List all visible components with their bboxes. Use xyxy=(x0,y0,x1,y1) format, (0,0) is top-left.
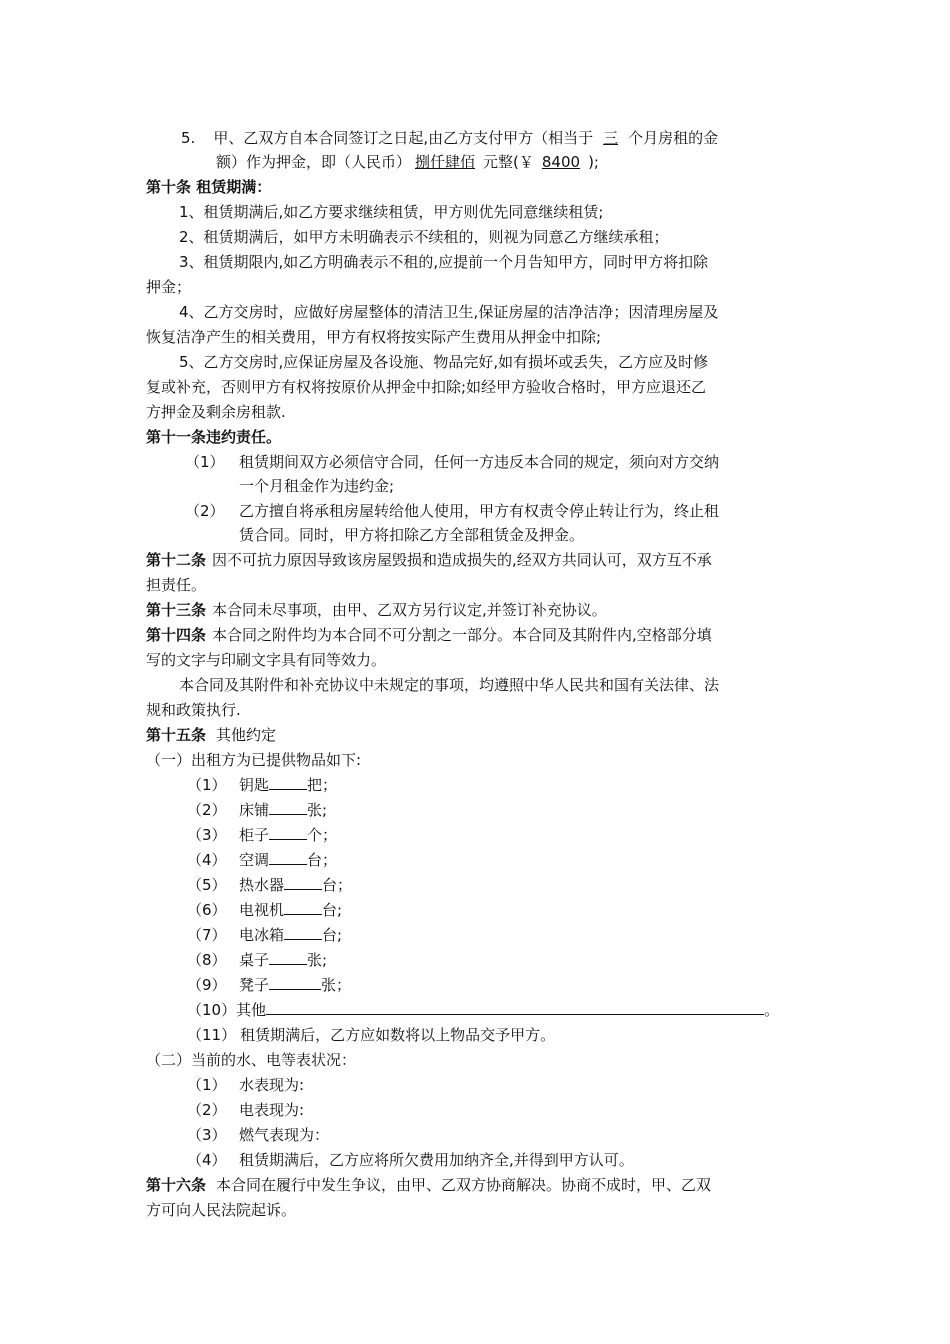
item-text: 个月房租的金 xyxy=(628,129,719,147)
clause-14-text: 写的文字与印刷文字具有同等效力。 xyxy=(146,651,387,669)
item-other-line xyxy=(187,1000,779,1022)
item-name: 空调 xyxy=(239,851,270,869)
item-text: 额）作为押金，即（人民币） xyxy=(216,153,412,171)
amount-chinese-value: 捌仟肆佰 xyxy=(415,153,476,171)
quantity-blank xyxy=(269,775,307,790)
furnished-item xyxy=(239,775,337,797)
item-name: 桌子 xyxy=(239,951,270,969)
clause-16-title: 第十六条 xyxy=(146,1176,207,1194)
item-text: 租赁期满后，乙方应如数将以上物品交予甲方。 xyxy=(240,1026,556,1044)
item-name: 电视机 xyxy=(239,901,285,919)
clause-12-line-1 xyxy=(146,550,712,572)
furnished-item xyxy=(239,825,337,847)
furnished-item xyxy=(239,900,342,922)
clause-10-line: 4、乙方交房时，应做好房屋整体的清洁卫生,保证房屋的洁净洁净；因清理房屋及 xyxy=(179,303,719,321)
item-number: 5. xyxy=(181,129,196,147)
quantity-blank xyxy=(284,925,322,940)
meter-item: 燃气表现为： xyxy=(239,1126,330,1144)
clause-15-title: 第十五条 xyxy=(146,726,207,744)
item-number: （4） xyxy=(187,1151,227,1169)
item-text: 甲、乙双方自本合同签订之日起,由乙方支付甲方（相当于 xyxy=(213,129,594,147)
item-number: （1） xyxy=(187,776,227,794)
item-unit: 台； xyxy=(307,851,338,869)
clause-12-title: 第十二条 xyxy=(146,551,207,569)
item-unit: 台; xyxy=(322,926,343,944)
quantity-blank xyxy=(269,975,321,990)
item-unit: 张； xyxy=(321,976,352,994)
item-unit: 个； xyxy=(307,826,338,844)
item-unit: 台； xyxy=(322,876,353,894)
quantity-blank xyxy=(284,900,322,915)
clause-9-item-5-line-1 xyxy=(181,128,718,150)
clause-10-line: 1、租赁期满后,如乙方要求继续租赁，甲方则优先同意继续租赁; xyxy=(179,203,604,221)
clause-9-item-5-line-2 xyxy=(216,152,599,174)
furnished-item xyxy=(239,950,327,972)
clause-16-text: 本合同在履行中发生争议，由甲、乙双方协商解决。协商不成时，甲、乙双 xyxy=(216,1176,712,1194)
clause-12-text: 担责任。 xyxy=(146,576,207,594)
clause-10-line: 3、租赁期限内,如乙方明确表示不租的,应提前一个月告知甲方，同时甲方将扣除 xyxy=(179,253,709,271)
item-number: （8） xyxy=(187,951,227,969)
amount-value: 8400 xyxy=(541,153,581,171)
item-text: 元整(￥ xyxy=(483,153,534,171)
clause-10-line: 复或补充，否则甲方有权将按原价从押金中扣除;如经甲方验收合格时，甲方应退还乙 xyxy=(146,378,707,396)
item-name: 钥匙 xyxy=(239,776,270,794)
clause-14-paragraph: 本合同及其附件和补充协议中未规定的事项，均遵照中华人民共和国有关法律、法 xyxy=(179,676,720,694)
item-unit: 张; xyxy=(307,801,328,819)
item-unit: 台; xyxy=(322,901,343,919)
clause-10-line: 5、乙方交房时,应保证房屋及各设施、物品完好,如有损坏或丢失，乙方应及时修 xyxy=(179,353,709,371)
item-text: ); xyxy=(588,153,599,171)
item-name: 床铺 xyxy=(239,801,270,819)
clause-10-line: 2、租赁期满后，如甲方未明确表示不续租的，则视为同意乙方继续承租； xyxy=(179,228,669,246)
meter-item: 电表现为: xyxy=(239,1101,305,1119)
item-number: （9） xyxy=(187,976,227,994)
furnished-item xyxy=(239,800,327,822)
months-value: 三 xyxy=(603,129,619,147)
clause-15-subtitle: 其他约定 xyxy=(216,726,277,744)
clause-11-item-text: 乙方擅自将承租房屋转给他人使用，甲方有权责令停止转让行为，终止租 xyxy=(239,502,720,520)
quantity-blank xyxy=(269,950,307,965)
item-number: （2） xyxy=(187,801,227,819)
clause-14-text: 本合同之附件均为本合同不可分割之一部分。本合同及其附件内,空格部分填 xyxy=(212,626,712,644)
clause-11-title: 第十一条违约责任。 xyxy=(146,428,282,446)
item-unit: 张; xyxy=(307,951,328,969)
item-number: （10） xyxy=(187,1001,237,1019)
item-number: （5） xyxy=(187,876,227,894)
clause-10-line: 恢复洁净产生的相关费用，甲方有权将按实际产生费用从押金中扣除; xyxy=(146,328,602,346)
clause-11-item-number: （1） xyxy=(185,453,225,471)
item-11-line xyxy=(187,1025,555,1047)
furnished-item xyxy=(239,875,352,897)
clause-11-item-number: （2） xyxy=(185,502,225,520)
item-number: （11） xyxy=(187,1026,237,1044)
item-name: 柜子 xyxy=(239,826,270,844)
clause-13-title: 第十三条 xyxy=(146,601,207,619)
clause-11-item-text: 一个月租金作为违约金; xyxy=(239,477,395,495)
clause-14-title: 第十四条 xyxy=(146,626,207,644)
item-number: （2） xyxy=(187,1101,227,1119)
furnished-item xyxy=(239,975,351,997)
furnished-item xyxy=(239,925,342,947)
item-end: 。 xyxy=(764,1001,780,1019)
clause-11-item-text: 租赁期间双方必须信守合同，任何一方违反本合同的规定，须向对方交纳 xyxy=(239,453,720,471)
item-name: 凳子 xyxy=(239,976,270,994)
item-name: 电冰箱 xyxy=(239,926,285,944)
item-name: 其他 xyxy=(236,1001,267,1019)
meter-item: 租赁期满后，乙方应将所欠费用加纳齐全,并得到甲方认可。 xyxy=(239,1151,634,1169)
clause-15-line xyxy=(146,725,276,747)
section-1-title: （一）出租方为已提供物品如下: xyxy=(146,751,362,769)
clause-16-text: 方可向人民法院起诉。 xyxy=(146,1201,297,1219)
clause-10-title: 第十条 租赁期满： xyxy=(146,178,272,196)
item-unit: 把； xyxy=(307,776,338,794)
quantity-blank xyxy=(284,875,322,890)
clause-13-text: 本合同未尽事项，由甲、乙双方另行议定,并签订补充协议。 xyxy=(212,601,607,619)
other-blank xyxy=(266,1000,764,1015)
item-number: （6） xyxy=(187,901,227,919)
clause-13-line xyxy=(146,600,607,622)
furnished-item xyxy=(239,850,337,872)
item-name: 热水器 xyxy=(239,876,285,894)
item-number: （3） xyxy=(187,1126,227,1144)
quantity-blank xyxy=(269,825,307,840)
quantity-blank xyxy=(269,850,307,865)
meter-item: 水表现为: xyxy=(239,1076,305,1094)
clause-12-text: 因不可抗力原因导致该房屋毁损和造成损失的,经双方共同认可，双方互不承 xyxy=(212,551,712,569)
item-number: （4） xyxy=(187,851,227,869)
clause-10-line: 方押金及剩余房租款. xyxy=(146,403,286,421)
item-number: （3） xyxy=(187,826,227,844)
section-2-title: （二）当前的水、电等表状况： xyxy=(146,1051,357,1069)
clause-14-line-1 xyxy=(146,625,712,647)
clause-14-paragraph: 规和政策执行. xyxy=(146,701,241,719)
quantity-blank xyxy=(269,800,307,815)
item-number: （7） xyxy=(187,926,227,944)
item-number: （1） xyxy=(187,1076,227,1094)
clause-10-line: 押金； xyxy=(146,278,192,296)
clause-16-line-1 xyxy=(146,1175,711,1197)
clause-11-item-text: 赁合同。同时，甲方将扣除乙方全部租赁金及押金。 xyxy=(239,526,585,544)
